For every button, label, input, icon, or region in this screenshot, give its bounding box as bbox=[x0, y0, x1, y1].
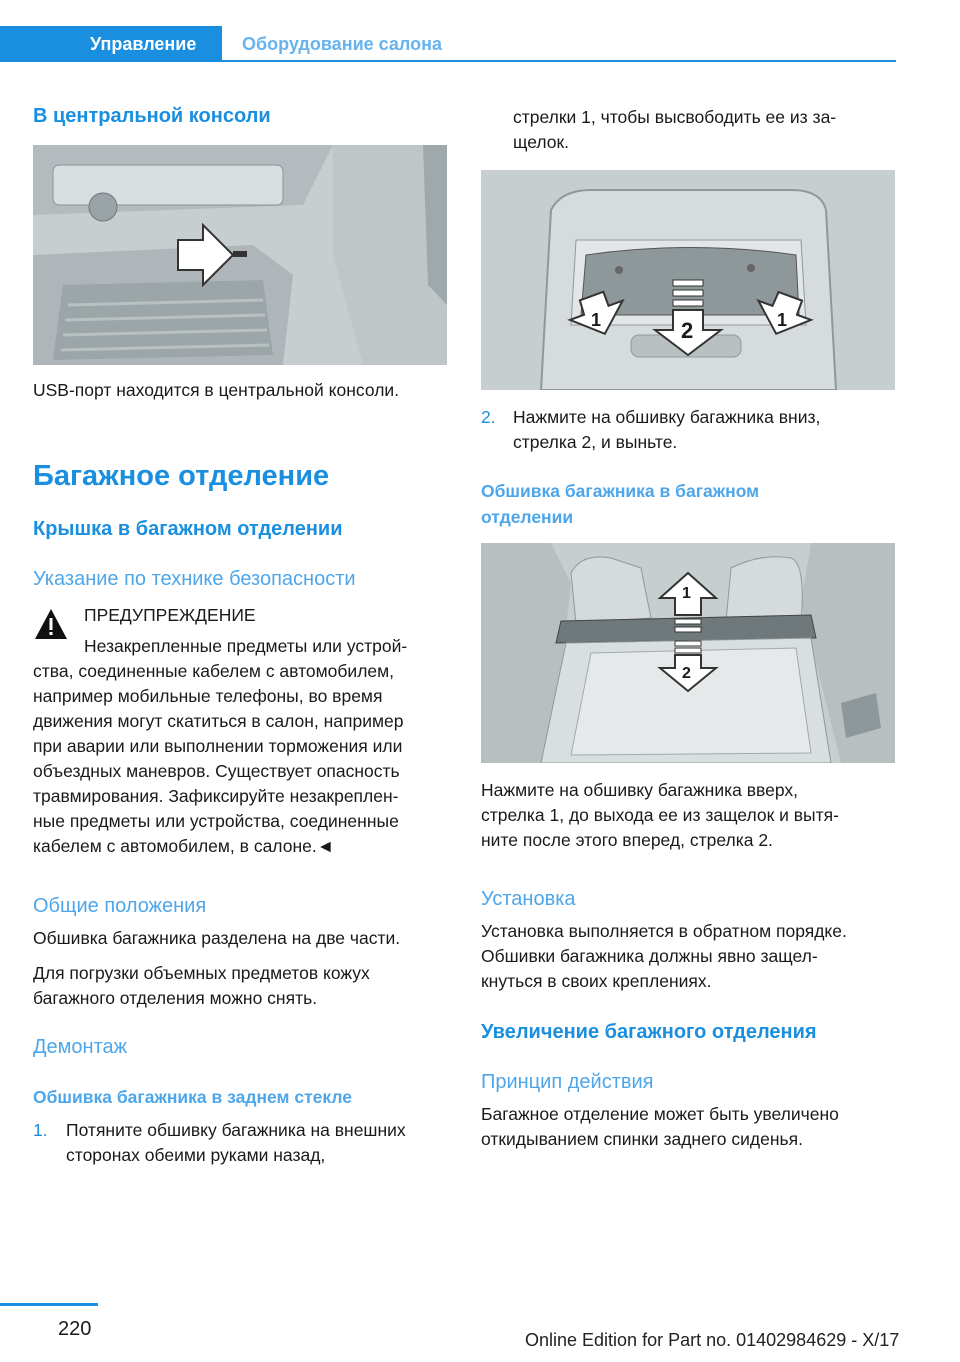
trunk-cover-heading: отделении bbox=[481, 507, 574, 527]
tab-active-label: Управление bbox=[90, 34, 197, 54]
step-2-text: Нажмите на обшивку багажника вниз, bbox=[513, 407, 821, 427]
removal-heading: Демонтаж bbox=[33, 1036, 128, 1058]
warning-line: объездных маневров. Существует опасность bbox=[33, 761, 400, 781]
section-title: Багажное отделение bbox=[33, 460, 330, 492]
page-number: 220 bbox=[58, 1318, 92, 1340]
step-1-continuation: щелок. bbox=[513, 132, 570, 152]
warning-icon bbox=[33, 607, 69, 641]
press-text: стрелка 1, до выхода ее из защелок и вытя- bbox=[481, 805, 839, 825]
console-figure bbox=[33, 145, 447, 365]
fig1-label: 1 bbox=[591, 310, 602, 330]
warning-line: ства, соединенные кабелем с автомобилем, bbox=[33, 661, 395, 681]
tab-active[interactable] bbox=[0, 26, 222, 62]
step-2-text: стрелка 2, и выньте. bbox=[513, 432, 678, 452]
step-1-continuation: стрелки 1, чтобы высвободить ее из за- bbox=[513, 107, 837, 127]
principle-heading: Принцип действия bbox=[481, 1071, 654, 1093]
trunk-cover-figure bbox=[481, 543, 895, 763]
footer-rule bbox=[0, 1303, 98, 1306]
general-paragraph-2: багажного отделения можно снять. bbox=[33, 988, 318, 1008]
fig1-label: 1 bbox=[777, 310, 788, 330]
rear-glass-heading: Обшивка багажника в заднем стекле bbox=[33, 1087, 352, 1107]
warning-line: ные предметы или устройства, соединенные bbox=[33, 811, 399, 831]
warning-line: кабелем с автомобилем, в салоне.◄ bbox=[33, 836, 335, 856]
general-paragraph-1: Обшивка багажника разделена на две части. bbox=[33, 928, 401, 948]
warning-line: Незакрепленные предметы или устрой- bbox=[84, 636, 408, 656]
warning-line: при аварии или выполнении торможения или bbox=[33, 736, 403, 756]
press-text: Нажмите на обшивку багажника вверх, bbox=[481, 780, 799, 800]
fig2-label: 1 bbox=[682, 585, 691, 602]
footer-edition: Online Edition for Part no. 01402984629 - X/17 bbox=[525, 1330, 900, 1350]
tab-inactive[interactable]: Оборудование салона bbox=[242, 34, 442, 54]
console-caption: USB-порт находится в центральной консоли. bbox=[33, 380, 400, 400]
press-text: ните после этого вперед, стрелка 2. bbox=[481, 830, 773, 850]
step-1-text: сторонах обеими руками назад, bbox=[66, 1145, 326, 1165]
install-text: кнуться в своих креплениях. bbox=[481, 971, 712, 991]
principle-text: Багажное отделение может быть увеличено bbox=[481, 1104, 839, 1124]
trunk-cover-heading: Обшивка багажника в багажном bbox=[481, 481, 760, 501]
warning-line: травмирования. Зафиксируйте незакреплен- bbox=[33, 786, 399, 806]
general-paragraph-2: Для погрузки объемных предметов кожух bbox=[33, 963, 370, 983]
general-heading: Общие положения bbox=[33, 895, 207, 917]
step-1-number: 1. bbox=[33, 1120, 48, 1140]
safety-heading: Указание по технике безопасности bbox=[33, 568, 356, 590]
warning-line: например мобильные телефоны, во время bbox=[33, 686, 383, 706]
fig2-label: 2 bbox=[682, 665, 691, 682]
install-text: Установка выполняется в обратном порядке. bbox=[481, 921, 847, 941]
console-heading: В центральной консоли bbox=[33, 105, 271, 127]
trunk-lid-figure bbox=[481, 170, 895, 390]
warning-line: движения могут скатиться в салон, например bbox=[33, 711, 404, 731]
install-heading: Установка bbox=[481, 888, 576, 910]
cover-heading: Крышка в багажном отделении bbox=[33, 518, 343, 540]
fig1-label: 2 bbox=[681, 318, 694, 343]
step-1-text: Потяните обшивку багажника на внешних bbox=[66, 1120, 406, 1140]
enlarge-heading: Увеличение багажного отделения bbox=[481, 1021, 817, 1043]
step-2-number: 2. bbox=[481, 407, 496, 427]
install-text: Обшивки багажника должны явно защел- bbox=[481, 946, 818, 966]
header-rule bbox=[222, 60, 896, 62]
principle-text: откидыванием спинки заднего сиденья. bbox=[481, 1129, 803, 1149]
warning-title: ПРЕДУПРЕЖДЕНИЕ bbox=[84, 605, 256, 625]
